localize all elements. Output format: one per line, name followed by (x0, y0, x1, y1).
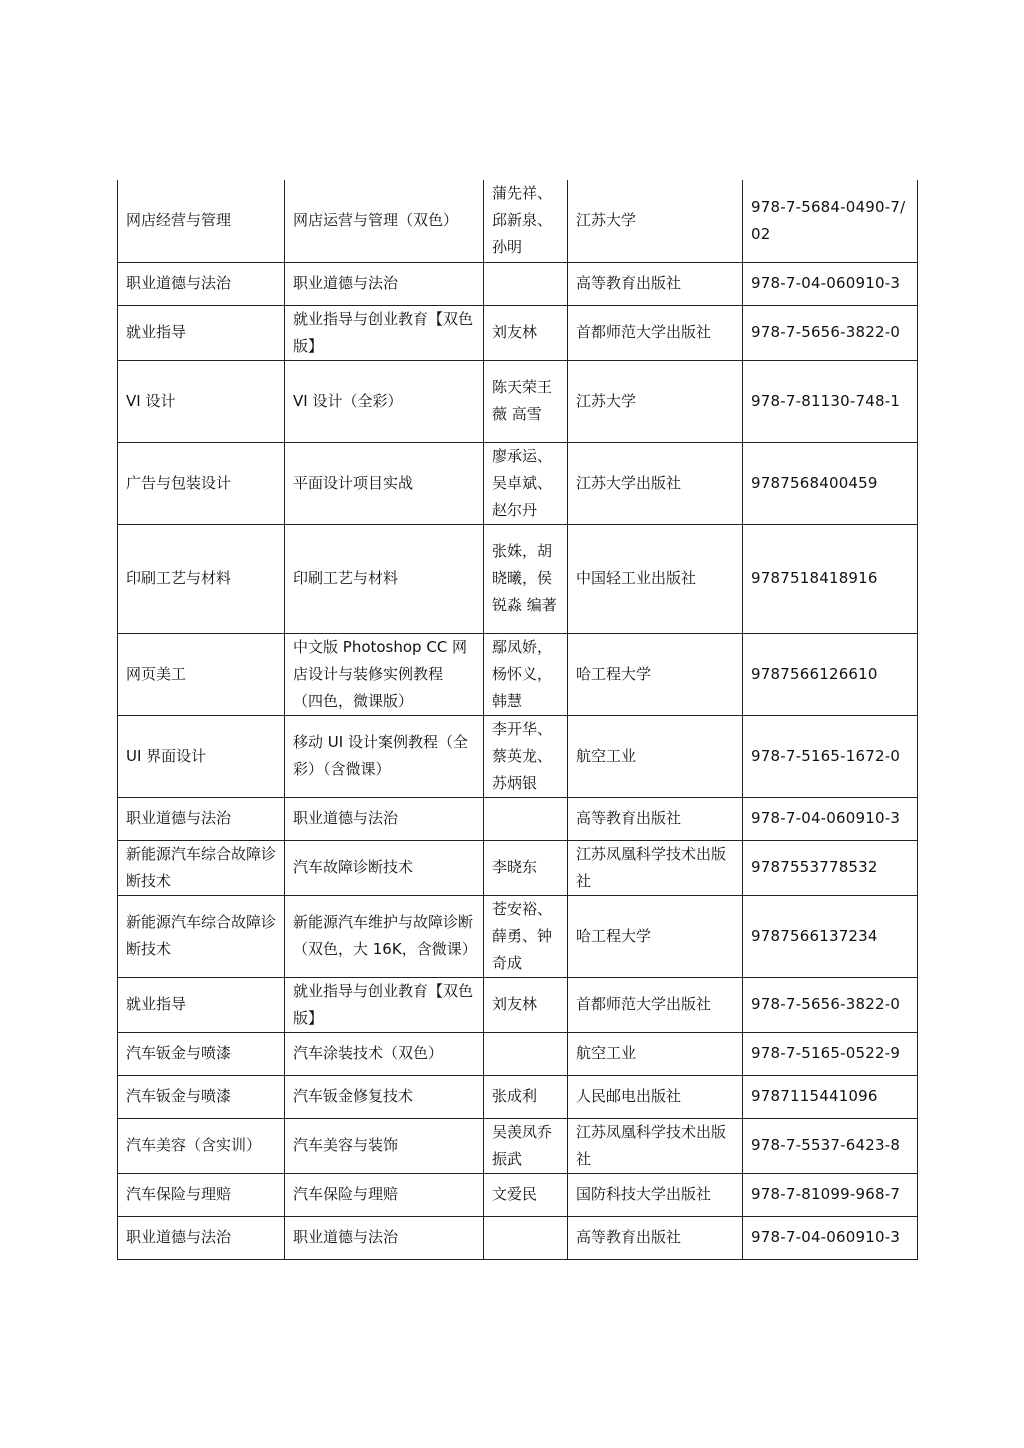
textbook-cell: 就业指导与创业教育【双色版】 (285, 305, 484, 360)
course-cell: 汽车钣金与喷漆 (118, 1032, 285, 1075)
author-cell (484, 1216, 568, 1259)
table-row (118, 633, 918, 715)
author-cell (484, 1032, 568, 1075)
publisher-cell: 江苏大学出版社 (568, 442, 743, 524)
publisher-cell: 江苏大学 (568, 360, 743, 442)
publisher-cell: 首都师范大学出版社 (568, 305, 743, 360)
isbn-cell: 978-7-5165-0522-9 (743, 1032, 918, 1075)
course-cell: 网页美工 (118, 633, 285, 715)
author-cell: 张姝，胡晓曦，侯锐淼 编著 (484, 524, 568, 633)
isbn-cell: 9787566137234 (743, 895, 918, 977)
publisher-cell: 人民邮电出版社 (568, 1075, 743, 1118)
publisher-cell: 哈工程大学 (568, 633, 743, 715)
course-cell: 就业指导 (118, 305, 285, 360)
textbook-cell: VI 设计（全彩） (285, 360, 484, 442)
table-row (118, 977, 918, 1032)
table-row (118, 840, 918, 895)
textbook-cell: 汽车故障诊断技术 (285, 840, 484, 895)
course-cell: 汽车钣金与喷漆 (118, 1075, 285, 1118)
author-cell: 文爱民 (484, 1173, 568, 1216)
textbook-cell: 中文版 Photoshop CC 网店设计与装修实例教程 （四色，微课版） (285, 633, 484, 715)
textbook-cell: 汽车美容与装饰 (285, 1118, 484, 1173)
author-cell (484, 262, 568, 305)
publisher-cell: 江苏凤凰科学技术出版社 (568, 1118, 743, 1173)
author-cell: 蒲先祥、邱新泉、孙明 (484, 180, 568, 262)
textbook-cell: 汽车涂装技术（双色） (285, 1032, 484, 1075)
table-row (118, 895, 918, 977)
table-row (118, 715, 918, 797)
course-cell: VI 设计 (118, 360, 285, 442)
author-cell: 刘友林 (484, 305, 568, 360)
publisher-cell: 中国轻工业出版社 (568, 524, 743, 633)
publisher-cell: 高等教育出版社 (568, 262, 743, 305)
table-row (118, 797, 918, 840)
textbook-table (117, 180, 918, 1260)
isbn-cell: 978-7-5165-1672-0 (743, 715, 918, 797)
publisher-cell: 哈工程大学 (568, 895, 743, 977)
isbn-cell: 978-7-5537-6423-8 (743, 1118, 918, 1173)
course-cell: 职业道德与法治 (118, 797, 285, 840)
author-cell: 苍安裕、薛勇、钟奇成 (484, 895, 568, 977)
publisher-cell: 航空工业 (568, 1032, 743, 1075)
author-cell: 李开华、蔡英龙、苏炳银 (484, 715, 568, 797)
publisher-cell: 首都师范大学出版社 (568, 977, 743, 1032)
author-cell: 张成利 (484, 1075, 568, 1118)
isbn-cell: 978-7-81099-968-7 (743, 1173, 918, 1216)
textbook-cell: 职业道德与法治 (285, 1216, 484, 1259)
isbn-cell: 978-7-04-060910-3 (743, 262, 918, 305)
publisher-cell: 航空工业 (568, 715, 743, 797)
isbn-cell: 978-7-04-060910-3 (743, 797, 918, 840)
table-row (118, 180, 918, 262)
publisher-cell: 江苏凤凰科学技术出版社 (568, 840, 743, 895)
textbook-cell: 印刷工艺与材料 (285, 524, 484, 633)
table-row (118, 305, 918, 360)
isbn-cell: 978-7-81130-748-1 (743, 360, 918, 442)
textbook-cell: 职业道德与法治 (285, 262, 484, 305)
isbn-cell: 9787518418916 (743, 524, 918, 633)
course-cell: 汽车保险与理赔 (118, 1173, 285, 1216)
isbn-cell: 9787568400459 (743, 442, 918, 524)
textbook-cell: 汽车保险与理赔 (285, 1173, 484, 1216)
table-row (118, 1216, 918, 1259)
isbn-cell: 9787115441096 (743, 1075, 918, 1118)
author-cell (484, 797, 568, 840)
table-row (118, 1118, 918, 1173)
course-cell: 印刷工艺与材料 (118, 524, 285, 633)
author-cell: 吴羡凤乔振武 (484, 1118, 568, 1173)
course-cell: 职业道德与法治 (118, 1216, 285, 1259)
publisher-cell: 高等教育出版社 (568, 797, 743, 840)
course-cell: 广告与包装设计 (118, 442, 285, 524)
table-row (118, 1075, 918, 1118)
isbn-cell: 9787553778532 (743, 840, 918, 895)
course-cell: 汽车美容（含实训） (118, 1118, 285, 1173)
textbook-cell: 汽车钣金修复技术 (285, 1075, 484, 1118)
isbn-cell: 978-7-04-060910-3 (743, 1216, 918, 1259)
publisher-cell: 国防科技大学出版社 (568, 1173, 743, 1216)
author-cell: 刘友林 (484, 977, 568, 1032)
isbn-cell: 978-7-5684-0490-7/02 (743, 180, 918, 262)
course-cell: 网店经营与管理 (118, 180, 285, 262)
textbook-cell: 就业指导与创业教育【双色版】 (285, 977, 484, 1032)
author-cell: 李晓东 (484, 840, 568, 895)
isbn-cell: 978-7-5656-3822-0 (743, 977, 918, 1032)
course-cell: 新能源汽车综合故障诊断技术 (118, 840, 285, 895)
table-row (118, 442, 918, 524)
textbook-cell: 移动 UI 设计案例教程（全彩）（含微课） (285, 715, 484, 797)
isbn-cell: 978-7-5656-3822-0 (743, 305, 918, 360)
table-row (118, 360, 918, 442)
course-cell: UI 界面设计 (118, 715, 285, 797)
textbook-cell: 网店运营与管理（双色） (285, 180, 484, 262)
course-cell: 就业指导 (118, 977, 285, 1032)
author-cell: 陈天荣王薇 高雪 (484, 360, 568, 442)
textbook-cell: 平面设计项目实战 (285, 442, 484, 524)
table-row (118, 262, 918, 305)
table-row (118, 524, 918, 633)
author-cell: 鄢凤娇，杨怀义，韩慧 (484, 633, 568, 715)
author-cell: 廖承运、吴卓斌、赵尔丹 (484, 442, 568, 524)
isbn-cell: 9787566126610 (743, 633, 918, 715)
textbook-cell: 职业道德与法治 (285, 797, 484, 840)
table-row (118, 1032, 918, 1075)
course-cell: 新能源汽车综合故障诊断技术 (118, 895, 285, 977)
publisher-cell: 高等教育出版社 (568, 1216, 743, 1259)
publisher-cell: 江苏大学 (568, 180, 743, 262)
textbook-cell: 新能源汽车维护与故障诊断（双色，大 16K，含微课） (285, 895, 484, 977)
course-cell: 职业道德与法治 (118, 262, 285, 305)
table-row (118, 1173, 918, 1216)
